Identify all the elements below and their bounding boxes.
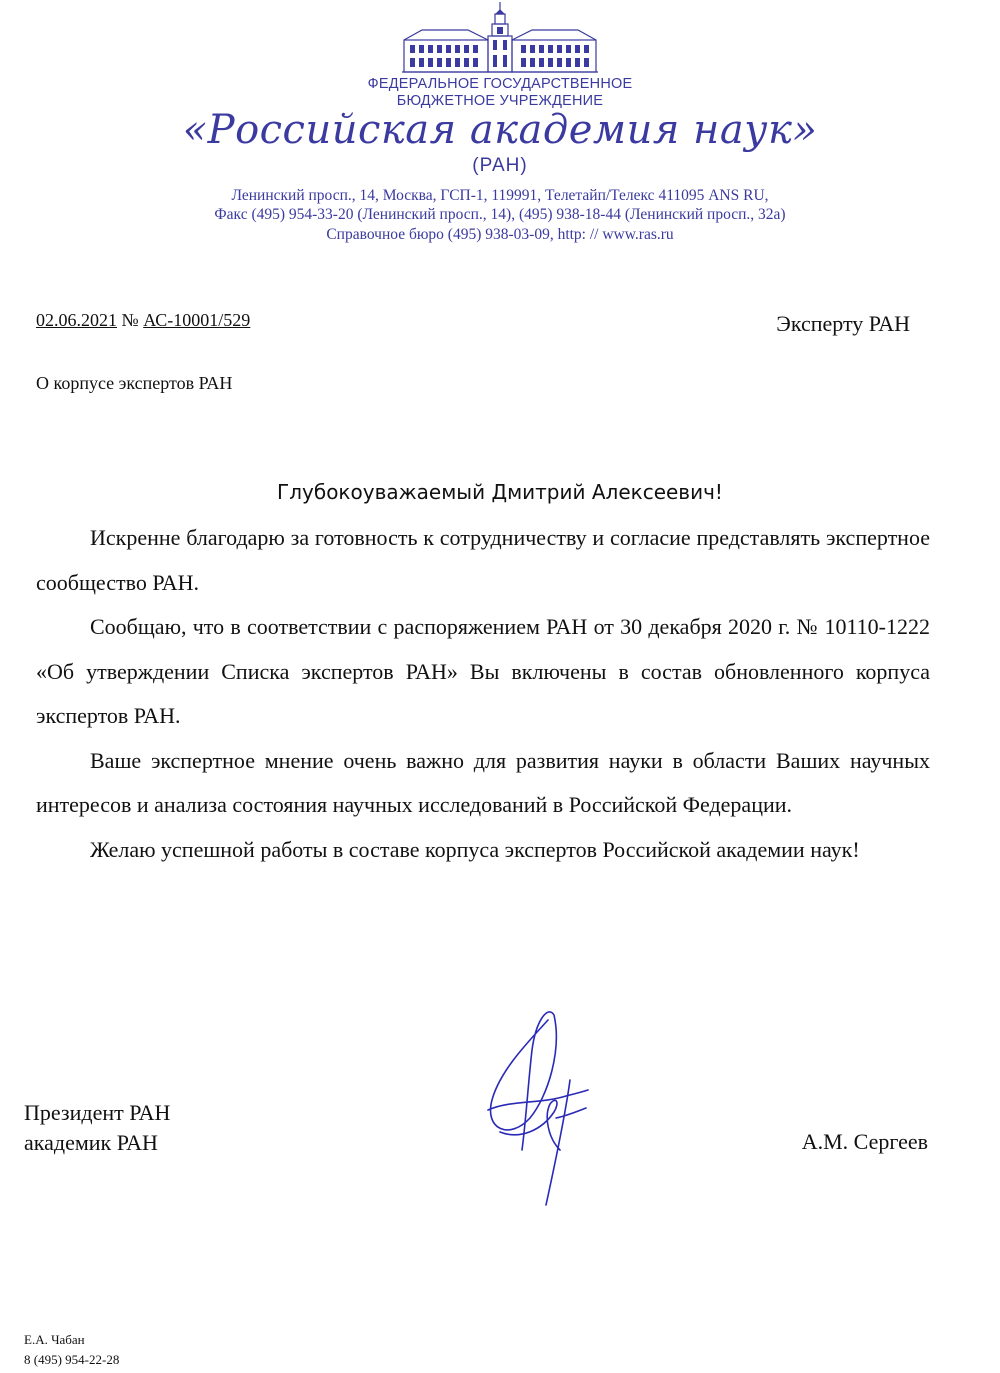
- executor-phone: 8 (495) 954-22-28: [24, 1352, 120, 1367]
- org-name: «Российская академия наук»: [182, 107, 818, 153]
- document-date: 02.06.2021: [36, 310, 117, 330]
- executor-info: [24, 1330, 119, 1370]
- paragraph-2: Сообщаю, что в соответствии с распоряжением РАН от 30 декабря 2020 г. № 10110-1222 «Об утверждении Списка экспертов РАН» Вы включены в состав обновленного корпуса экспертов РАН.: [36, 614, 930, 728]
- paragraph-3: Ваше экспертное мнение очень важно для развития науки в области Ваших научных интересов и анализа состояния научных исследований в Российской Федерации.: [36, 747, 930, 817]
- subject-line: О корпусе экспертов РАН: [36, 373, 233, 393]
- paragraph-4: Желаю успешной работы в составе корпуса экспертов Российской академии наук!: [90, 836, 860, 862]
- signatory-title-line-1: Президент РАН: [24, 1100, 171, 1125]
- document-number: АС-10001/529: [143, 310, 251, 330]
- greeting: Глубокоуважаемый Дмитрий Алексеевич!: [277, 480, 723, 504]
- addressee: Эксперту РАН: [776, 311, 910, 336]
- address-line-1: Ленинский просп., 14, Москва, ГСП-1, 119991, Телетайп/Телекс 411095 ANS RU,: [231, 187, 769, 204]
- document-reference: [36, 310, 250, 331]
- executor-name: Е.А. Чабан: [24, 1332, 85, 1347]
- number-sign: №: [121, 310, 139, 330]
- letter-body: [36, 516, 930, 872]
- academy-building-icon: [402, 0, 598, 76]
- paragraph-1: Искренне благодарю за готовность к сотрудничеству и согласие представлять экспертное сообщество РАН.: [36, 525, 930, 595]
- address-line-2: Факс (495) 954-33-20 (Ленинский просп., 14), (495) 938-18-44 (Ленинский просп., 32а): [214, 206, 786, 223]
- org-line-1: ФЕДЕРАЛЬНОЕ ГОСУДАРСТВЕННОЕ: [367, 76, 633, 92]
- handwritten-signature-icon: [470, 1000, 600, 1215]
- signatory-title-line-2: академик РАН: [24, 1130, 158, 1155]
- org-line-2: БЮДЖЕТНОЕ УЧРЕЖДЕНИЕ: [396, 93, 604, 109]
- signatory-title: [24, 1098, 170, 1158]
- org-abbreviation: (РАН): [472, 155, 528, 176]
- signatory-name: А.М. Сергеев: [801, 1129, 928, 1154]
- address-line-3: Справочное бюро (495) 938-03-09, http: // www.ras.ru: [326, 226, 674, 243]
